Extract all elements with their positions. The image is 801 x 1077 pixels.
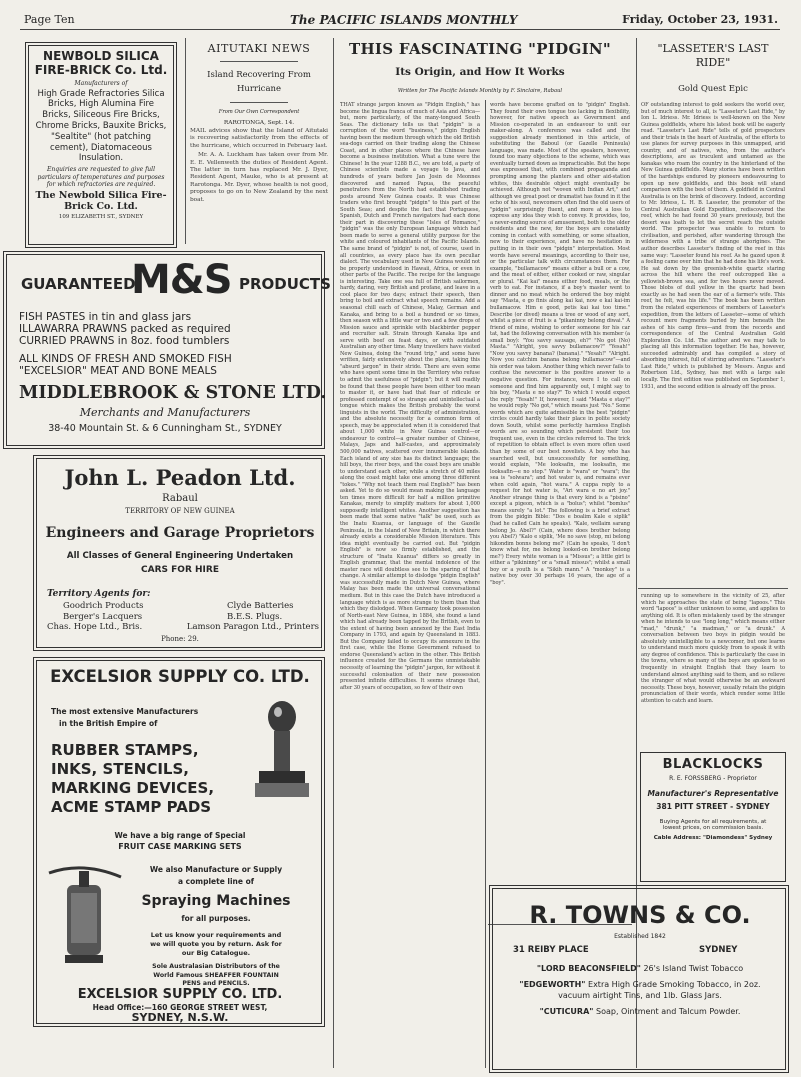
ms-line-5: "EXCELSIOR" MEAT AND BONE MEALS: [19, 365, 217, 377]
excelsior-company: EXCELSIOR SUPPLY CO. LTD.: [77, 987, 283, 1002]
towns-l2-desc: Extra High Grade Smoking Tobacco, in 2oz. vacuum airtight Tins, and 1lb. Glass Jars.: [558, 980, 761, 1000]
peadon-agent: B.E.S. Plugs.: [227, 611, 283, 622]
excelsior-title: EXCELSIOR SUPPLY CO. LTD.: [50, 667, 310, 686]
excelsior-let-3: our Big Catalogue.: [181, 949, 251, 957]
excelsior-sole-3: PENS and PENCILS.: [182, 980, 250, 987]
peadon-agent-row-3: [47, 622, 319, 633]
ms-products: PRODUCTS: [239, 275, 331, 293]
excelsior-let-2: we will quote you by return. Ask for: [150, 940, 282, 948]
excelsior-let: [113, 931, 319, 958]
blacklocks-proprietor: R. E. FORSSBERG - Proprietor: [669, 775, 757, 782]
peadon-place: Rabaul: [162, 493, 198, 504]
towns-l2-brand: "EDGEWORTH": [519, 980, 586, 989]
lasseter-title: [640, 42, 786, 70]
peadon-agents: [47, 601, 319, 633]
excelsior-range-1: We have a big range of Special: [114, 831, 246, 840]
excelsior-tagline-2: in the British Empire of: [59, 719, 158, 728]
towns-l3-desc: Soap, Ointment and Talcum Powder.: [593, 1007, 741, 1016]
excelsior-range-2: FRUIT CASE MARKING SETS: [118, 842, 242, 851]
towns-l1-desc: 26's Island Twist Tobacco: [640, 964, 744, 973]
towns-name: R. TOWNS & CO.: [529, 901, 751, 929]
excelsior-acme: ACME STAMP PADS: [51, 798, 212, 816]
peadon-agent: Lamson Paragon Ltd., Printers: [186, 622, 319, 632]
aitutaki-title: AITUTAKI NEWS: [207, 42, 311, 55]
newbold-company: The Newbold Silica Fire-Brick Co. Ltd.: [35, 190, 167, 213]
excelsior-purposes: for all purposes.: [181, 914, 251, 923]
excelsior-also-1: We also Manufacture or Supply: [149, 865, 283, 874]
newbold-address: 109 ELIZABETH ST., SYDNEY: [58, 214, 144, 221]
ms-logo: M&S: [131, 257, 232, 303]
blacklocks-name: BLACKLOCKS: [662, 757, 764, 772]
peadon-name: John L. Peadon Ltd.: [64, 465, 296, 490]
peadon-cars: CARS FOR HIRE: [141, 565, 219, 575]
aitutaki-title-rule: [220, 61, 298, 62]
ms-line-4: ALL KINDS OF FRESH AND SMOKED FISH: [19, 353, 232, 365]
excelsior-also-2: a complete line of: [178, 877, 254, 886]
peadon-classes: All Classes of General Engineering Undertaken: [66, 551, 294, 561]
excelsior-sole-1: Sole Australasian Distributors of the: [152, 963, 280, 970]
pidgin-column-2: words have become grafted on to "pidgin" English. They found their own tongue too lacking in flexibility, however, for native speech as Government and Mission co-operated in an endeavour to unit our maker-along. A conference was called and the suggestion already mentioned in this article, of substituting the Baboul (or Gazelle Peninsula) language, was made. Most of the speakers, however, found too many objections to the scheme, which was eventually turned down as impracticable. But the hope was expressed that, with combined propaganda and prompting among the planters and other aid-station whites, this desirable object might eventually be achieved. Although not "woven with Indian Art," and although we great poet or dramatist has found in it the echo of his soul, newcomers often find the old users of "pidgin" surprisingly fluent, and more at a loss to express any idea they wish to convey. It provides, too, a never-ending source of amusement, both to the older residents and the new, for the boys are constantly coming in contact with something, or some situation, new to their experience, and have no hesitation in putting in in their own "pidgin" interpretation. Most words have several meanings, according to their use, or the particular talk with circumstances them. For example, "bullamacow" means either a bull or a cow, and the meat of either, either cooked or raw, singular or plural. "Kai kai" means either food, meals, or the verb to eat. For instance, if a boy's master went to dinner and no meat which he ordered the boy might say "Masta, e go finis along kai kai, now e kai kai-im bullamacow. Him e good, petis kai kai too time." Describe (or dived) means a tree or wood of any sort, whilst a piece of fruit is a "pikaninny belong diwai." A friend of mine, wishing to order someone for his car tat, had the following conversation with his member (a small boy): "You savvy sausage, eh?" "No got (No) Masta." "Alright, you savvy bullamacow?" "Yesah!" "Now you savvy banana? (banana)." "Yesah!" "Alright. Now you catchim banana belong bullamacow"—and his order was taken. Another thing which never fails to confuse the newcomer is the positive answer to a negative question. For instance, were I to call on someone and find him apparently out, I might say to his boy, "Masta e no stay?" To which I would expect the reply "Yesah!" If, however, I said "Masta e stay?" he would reply "No got," which means just "No." Some words which are quite admissible in the best "pidgin" circles could hardly take their place in polite society down South, whilst some perfectly harmless English words are so sounding which persistent their too frequent use, even in the circles referred to. The trick of repetition to obtain effect is even more often used than by some of our best novelists. A boy who has searched well, but unsuccessfully for something, would explain, "Me looksafin, me looksafin, me looksafin—e no stop." Water is "wara" or "wara"; the sea is "solwara"; and hot water is, and remains ever when cold again, "hot wara." A cuppa reply to a request for hot water is, "Ari wara e no art joy." Another strange thing is that every kind is a "pisino" except a pigeon, which is a "bolus"; whilst "bomlus" means surely "a lot." The following is a brief extract from the pidgin Bible: "Dos e boalim Kale e siplik" (had he called Cain he speaks). "Kale, wellaim sarang belong Jo. Abel?" (Cain, where does brother belong you Abel?) "Kalo e siplik, 'Me no save (stop, mi belong hikondim bonns belong me?' (Cain he speaks, 'I don't know what for, me belong looked-on brother belong me?') Every white woman is a "Missus"; a little girl is either a "pikininny" or a "small missus"; whilst a small boy or a youth is a "Sikih mann." A "monkey" is a native boy over 30 perhaps 16 years, the age of a "boy".: [490, 102, 630, 586]
blacklocks-buying-1: Buying Agents for all requirements, at: [659, 819, 767, 825]
ms-company: MIDDLEBROOK & STONE LTD.: [19, 383, 327, 403]
peadon-phone: Phone: 29.: [161, 635, 199, 643]
newbold-title-1: NEWBOLD SILICA: [43, 49, 159, 63]
aitutaki-sub-rule: [230, 102, 288, 103]
pidgin-column-3: running up to somewhere in the vicinity of 25, after which he approaches the state of being "lapoos." This word "lapoos" is either unknown to some, and applies to anything old. It is often mistakenly used by the stranger when he intends to use "long long," which means either "mad," "drunk," "a madman," or "a drunk." A conversation between two boys in pidgin would be absolutely unintelligible to a newcomer, but one learns to understand much more quickly from to speak it with any degree of confidence. This is particularly the case in the towns, where so many of the boys are spoken to so frequently in straight English that they learn to understand almost anything said to them, and so relieve the stranger of what would otherwise be an awkward necessity. These boys, however, usually retain the pidgin pronunciation of their words, which render some little attention to catch and learn.: [641, 593, 785, 704]
lasseter-subtitle: Gold Quest Epic: [678, 84, 748, 94]
peadon-agent-row-1: [63, 601, 319, 612]
peadon-agent: Clyde Batteries: [227, 601, 294, 611]
lasseter-title-1: "LASSETER'S LAST: [657, 42, 769, 55]
excelsior-city: SYDNEY, N.S.W.: [131, 1011, 229, 1024]
excelsior-spraying: Spraying Machines: [141, 893, 291, 909]
towns-street: 31 REIBY PLACE: [513, 945, 589, 955]
ms-line-1: FISH PASTES in tin and glass jars: [19, 311, 192, 323]
blacklocks-rep: Manufacturer's Representative: [647, 789, 779, 798]
newbold-manufacturers: Manufacturers of: [74, 79, 128, 87]
peadon-territory: TERRITORY OF NEW GUINEA: [125, 507, 235, 515]
pidgin-byline: Written for The Pacific Islands Monthly by F. Sinclaire, Rabaul: [397, 88, 563, 94]
ad-towns: [492, 888, 786, 1070]
article-aitutaki: [190, 42, 328, 204]
blacklocks-cable: Cable Address: "Diamondess" Sydney: [653, 835, 773, 841]
aitutaki-sub-2: Hurricane: [236, 84, 282, 94]
peadon-agent-row-2: [63, 612, 319, 623]
section-rule: [638, 588, 788, 589]
towns-lines: [503, 963, 777, 1017]
towns-l3-brand: "CUTICURA": [539, 1007, 594, 1016]
peadon-agent: Goodrich Products: [63, 601, 144, 611]
lasseter-body: OF outstanding interest to gold seekers the world over, but of much interest to all, is "Lasseter's Last Ride," by Ion L. Idriess. Mr. Idriess is well-known on the New Guinea goldfields, where his latest book will be eagerly read. "Lasseter's Last Ride" tells of gold prospectors and their trials in the heart of Australia, of the efforts to use planes for survey purposes in this unmapped, arid country, and of natives, who, from the author's descriptions, are as truculent and untamed as the kanakas who roam the country in the hinterland of the New Guinea goldfields. Many stories have been written of the hardships endured by pioneers endeavouring to open up new goldfields, and this book will stand comparison with the best of them. A goldfield in Central Australia is on the brink of discovery. Indeed, according to Mr. Idriess, L. H. B. Lasseter, the promoter of the Central Australian Gold Expedition, rediscovered the reef, which he had found 30 years previously, but the desert was loath to let the secret reach the outside world. The prospector was unable to return to civilisation, and perished, after wandering through the wilderness with a tribe of strange aborigines. The author describes Lasseter's finding of the reef in this same way: "Lasseter found his reef. As he gazed upon it a feeling came over him that he had done his life's work. He sat down by the greenish-white quartz staring across the hill where the reef outcropped like a yellowish-brown sea, and for two hours never moved. Those blobs of dull yellow in the quartz had been exactly as he had seen the ear of a farmer's wife. This reef, he felt, was his life." The book has been written from the related experiences of members of Lasseter's expedition, from the letters of Lasseter—some of which recount mere fragments buried by him beneath the ashes of his camp fires—and from the records and correspondence of the Central Australian Gold Exploration Co. Ltd. The author and we may talk to placing all this information together. He has, however, succeeded admirably and has compiled a story of absorbing interest, full of stirring adventure. "Lasseter's Last Ride," which is published by Messrs. Angus and Robertson Ltd., Sydney, has met with a large sale locally. The first edition was published on September 1, 1931, and the second edition is already off the press.: [641, 102, 785, 390]
blacklocks-buying-2: lowest prices, on commission basis.: [662, 825, 764, 831]
excelsior-sole-2: World Famous SHEAFFER FOUNTAIN: [153, 971, 279, 979]
page-number: Page Ten: [24, 13, 75, 26]
ad-excelsior: [36, 660, 322, 1024]
ms-line-3: CURRIED PRAWNS in 8oz. food tumblers: [19, 335, 230, 347]
peadon-agent: Chas. Hope Ltd., Bris.: [47, 622, 143, 632]
lasseter-title-2: RIDE": [695, 56, 731, 69]
page-header: [20, 10, 780, 30]
peadon-agents-label: Territory Agents for:: [47, 589, 151, 599]
pidgin-title: THIS FASCINATING "PIDGIN": [348, 40, 612, 58]
column-rule: [485, 100, 486, 1068]
towns-established: Established 1842: [614, 933, 666, 940]
newbold-products: High Grade Refractories Silica Bricks, High Alumina Fire Bricks, Siliceous Fire Bricks, Chrome Bricks, Bauxite Bricks, "Sealtite" (hot patching cement), Diatomaceous Insulation.: [35, 88, 167, 164]
aitutaki-p1: MAIL advices show that the Island of Aitutaki is recovering satisfactorily from the effects of the hurricane, which occurred in February last.: [190, 128, 328, 149]
column-rule: [185, 38, 186, 244]
excelsior-inks: INKS, STENCILS,: [51, 760, 189, 778]
excelsior-let-1: Let us know your requirements and: [150, 931, 282, 939]
excelsior-rubber: RUBBER STAMPS,: [51, 741, 199, 759]
publication-title: The PACIFIC ISLANDS MONTHLY: [290, 13, 518, 27]
blacklocks-address: 381 PITT STREET - SYDNEY: [656, 802, 770, 811]
pidgin-subtitle: Its Origin, and How It Works: [395, 66, 565, 78]
excelsior-marking: MARKING DEVICES,: [51, 779, 215, 797]
ad-newbold: [28, 45, 174, 245]
newbold-title-2: FIRE-BRICK Co. Ltd.: [34, 62, 168, 77]
excelsior-sole: [113, 963, 319, 989]
ms-merchants: Merchants and Manufacturers: [79, 406, 251, 419]
pidgin-column-1: THAT strange jargon known as "Pidgin English," has become the lingua franca of much of Asia and Africa—but, more particularly, of the many-tongued South Seas. The dictionary tells us that "pidgin" is a corruption of the word "business," pidgin English having been the medium through which the old British sea-dogs carried on their trading along the Chinese Coast, and in other places where the Chinese have become a business institution. What a tune were the Chinese! In the year 1288 B.C., we are told, a party of Chinese scientists made a voyage to Java, and hundreds of years before Jan Josin de Meonnes discovered and named Papua, the peaceful penetrators from the North had established trading posts around New Guinea coasts. It was Chinese traders who first brought "pidgin" to this part of the South Seas; and despite the fact that Portuguese, Spanish, Dutch and French navigators had each done their part in discovering these "Isles of Romance," "pidgin" was the only European language which had been made to serve a general utility purpose for the white and coloured inhabitants of the Pacific Islands. The same brand of "pidgin" is not, of course, used in all countries, as every place has its own peculiar dialect. The vocabulary used in New Guinea would not be properly understood in Hawaii, Africa, or even in other parts of the Pacific. The recipe for the language is interesting. Take one sea full of British sailormen, hardy, daring, very British and profane, and leave in a cool place for two days; extract their speech, then bring to boil and extract what speech remains. Add a seasonal chill each of Chinese, Malay, German and Kanaka, and bring to a boil a hundred or so times, then season with a little war or two and a few drops of Mission sauce and sprinkle with blackbirder pepper and recruiter salt. Strain through Kanaka lips and serve with beef on feast days, or with outdated Australian any other time. Many travellers have visited New Guinea, doing the "round trip," and some have written, fairly extensively about the place, taking this "absurd jargon" in their stride. There are even some who have spent some time in the Territory who refuse to admit the usefulness of "pidgin"; but it will readily be found that these people have been either too mean to master it, or have had that fear of ridicule or professed contempt of so strange and unintellectual a tongue which makes the British probably the worst linguists in the world. The difficulty of administration, and the absolute necessity for a common form of speech, may be appreciated when it is considered that about 1,000 white in New Guinea control—or endeavour to control—a greater number of Chinese, Malays, Japs and half-castes, and approximately 500,000 natives, scattered over innumerable islands. Each island of any size has its distinct language; the hill boys, the river boys, and the coast boys are unable to understand each other, while a stretch of 40 miles along the coast might take one among three different "tokes." "Why not teach them real English?" has been asked. Yet to do so would mean making the language ten times more difficult for half a million primitive Kanakas, merely to simplify matters for about 1,000 supposedly intelligent whites. Another suggestion has been made that some native "talk" be used, such as the Inatu Kuanua, or language of the Gazelle Peninsula, in the Island of New Britain, in which there already exists a considerable Mission literature. This idea might eventually be carried out. But "pidgin English" is now so firmly established, and the structure of "Inatu Kuanua" differs so greatly in English grammar, that the mental indolence of the master race will doubtless see to the sparing of that change. A similar attempt to dislodge "pidgin English" was successfully made in Dutch New Guinea, where Malay has been made the universal conversational medium. But in this case the Dutch have introduced a language which is as more strange to them than that which they dislodged. When Germany took possession of North-east New Guinea, in 1884, she found a land which had already been tapped by the British, even to the extent of having been annexed by the East India Company in 1793, and again by Queensland in 1883. But the Company failed to occupy its annexure in the first case, while the Home Government refused to endorse Queensland's action in the other. This British influence created for the Germans the unmistakable necessity of learning the "pidgin" jargon, for without it successful colonisation of their new possession presented infinite difficulties. It seems strange that, after 30 years of occupation, so few of their own: [340, 102, 480, 691]
towns-city: SYDNEY: [699, 945, 738, 955]
peadon-trade: Engineers and Garage Proprietors: [45, 525, 315, 541]
peadon-agent: Berger's Lacquers: [63, 611, 143, 622]
ad-peadon: [36, 458, 322, 648]
ad-middlebrook: [6, 254, 331, 446]
ad-blacklocks: [640, 752, 786, 882]
ms-guaranteed: GUARANTEED: [21, 275, 136, 293]
ms-lines: [19, 311, 319, 377]
aitutaki-p2: Mr. A. A. Luckham has taken over from Mr. E. E. Vellenweth the duties of Resident Agent. The latter in turn has replaced Mr. J. Dyer, Resident Agent, Mauke, who is at present at Rarotonga. Mr. Dyer, whose health is not good, proposes to go on to New Zealand by the next boat.: [190, 152, 328, 203]
issue-date: Friday, October 23, 1931.: [622, 13, 778, 26]
aitutaki-dateline: RAROTONGA, Sept. 14.: [223, 120, 295, 126]
excelsior-office: Head Office:—160 GEORGE STREET WEST,: [92, 1003, 268, 1012]
towns-l1-brand: "LORD BEACONSFIELD": [536, 964, 641, 973]
aitutaki-sub-1: Island Recovering From: [207, 70, 311, 80]
ms-line-2: ILLAWARRA PRAWNS packed as required: [19, 323, 231, 335]
ms-address: 38-40 Mountain St. & 6 Cunningham St., SYDNEY: [48, 423, 282, 434]
excelsior-tagline-1: The most extensive Manufacturers: [51, 707, 199, 716]
rubber-stamp-icon: [249, 699, 315, 809]
newbold-enquiry: Enquiries are requested to give full particulars of temperatures and purposes for which refractories are required.: [37, 166, 165, 188]
excelsior-product-list: [51, 741, 214, 817]
column-rule: [333, 38, 334, 1068]
aitutaki-correspondent: From Our Own Correspondent: [218, 109, 300, 115]
